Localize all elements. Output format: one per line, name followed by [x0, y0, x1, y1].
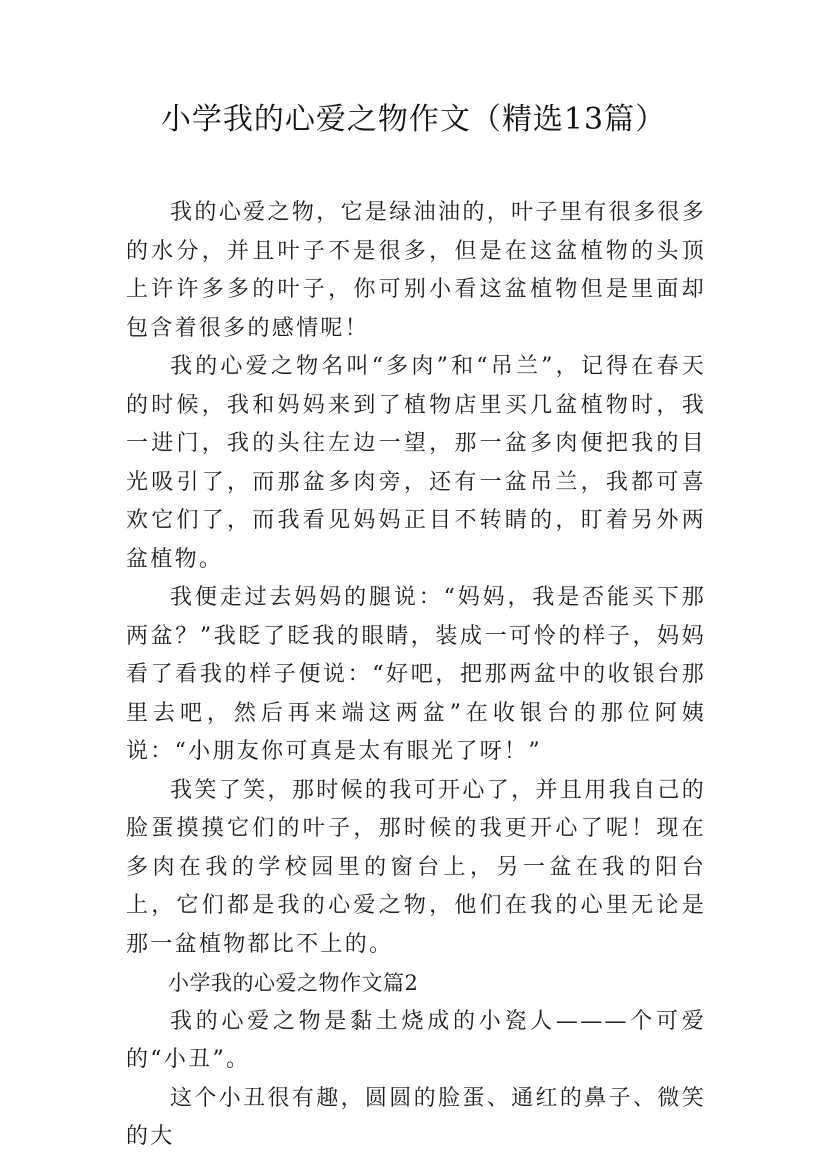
document-title: 小学我的心爱之物作文（精选13篇） — [160, 102, 667, 137]
paragraph: 这个小丑很有趣，圆圆的脸蛋、通红的鼻子、微笑的大 — [126, 1085, 706, 1149]
paragraph: 我的心爱之物，它是绿油油的，叶子里有很多很多的水分，并且叶子不是很多，但是在这盆植物的头顶上许许多多的叶子，你可别小看这盆植物但是里面却包含着很多的感情呢！ — [126, 200, 706, 341]
section-heading: 小学我的心爱之物作文篇2 — [168, 971, 419, 995]
paragraph: 我的心爱之物名叫“多肉”和“吊兰”，记得在春天的时候，我和妈妈来到了植物店里买几盆植物时，我一进门，我的头往左边一望，那一盆多肉便把我的目光吸引了，而那盆多肉旁，还有一盆吊兰，我都可喜欢它们了，而我看见妈妈正目不转睛的，盯着另外两盆植物。 — [126, 354, 706, 572]
document-body — [126, 194, 706, 1157]
paragraph: 我笑了笑，那时候的我可开心了，并且用我自己的脸蛋摸摸它们的叶子，那时候的我更开心了呢！现在多肉在我的学校园里的窗台上，另一盆在我的阳台上，它们都是我的心爱之物，他们在我的心里无论是那一盆植物都比不上的。 — [126, 777, 706, 957]
paragraph: 我便走过去妈妈的腿说：“妈妈，我是否能买下那两盆？”我眨了眨我的眼睛，装成一可怜的样子，妈妈看了看我的样子便说：“好吧，把那两盆中的收银台那里去吧，然后再来端这两盆”在收银台的那位阿姨说：“小朋友你可真是太有眼光了呀！” — [126, 585, 706, 764]
paragraph: 我的心爱之物是黏土烧成的小瓷人———个可爱的“小丑”。 — [126, 1008, 706, 1072]
